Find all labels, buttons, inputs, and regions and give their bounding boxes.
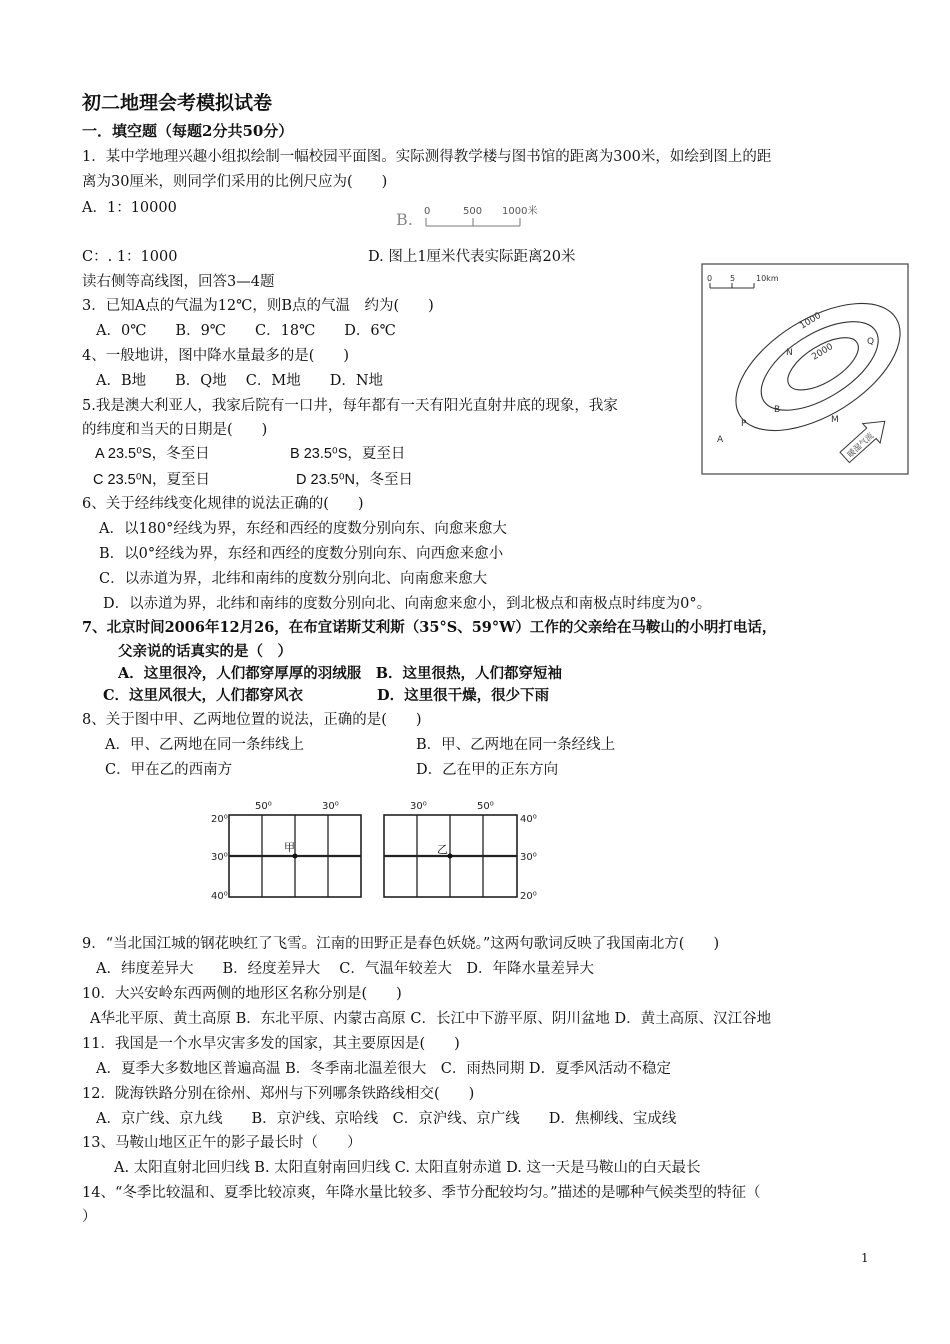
q7-option-c: C．这里风很大，人们都穿风衣 bbox=[103, 687, 304, 704]
map-scale-0: 0 bbox=[707, 274, 713, 283]
q5-stem-line2: 的纬度和当天的日期是( ) bbox=[82, 422, 268, 438]
q6-option-a: A．以180°经线为界，东经和西经的度数分别向东、向愈来愈大 bbox=[99, 521, 507, 537]
q8-option-b: B．甲、乙两地在同一条经线上 bbox=[416, 737, 616, 753]
right-lat-label-3: 20⁰ bbox=[520, 891, 537, 902]
page-number: 1 bbox=[861, 1251, 869, 1265]
scale-tick-1000: 1000米 bbox=[502, 206, 538, 217]
point-n: N bbox=[786, 348, 793, 358]
q8-option-d: D．乙在甲的正东方向 bbox=[416, 762, 559, 778]
q1-option-d: D. 图上1厘米代表实际距离20米 bbox=[368, 249, 576, 265]
q6-option-b: B．以0°经线为界，东经和西经的度数分别向东、向西愈来愈小 bbox=[99, 546, 504, 562]
q7-options-ab: A．这里很冷，人们都穿厚厚的羽绒服 B．这里很热，人们都穿短袖 bbox=[118, 665, 563, 682]
q6-option-d: D．以赤道为界，北纬和南纬的度数分别向北、向南愈来愈小，到北极点和南极点时纬度为0°。 bbox=[103, 596, 712, 612]
q4-stem: 4、一般地讲，图中降水量最多的是( ) bbox=[82, 348, 350, 364]
q7-option-d: D．这里很干燥，很少下雨 bbox=[377, 687, 550, 704]
q7-stem-line1: 7、北京时间2006年12月26，在布宜诺斯艾利斯（35°S、59°W）工作的父亲给在马鞍山的小明打电话， bbox=[82, 619, 777, 636]
point-a: A bbox=[717, 435, 724, 445]
q5-option-a: A 23.5⁰S，冬至日 bbox=[95, 446, 210, 462]
point-m: M bbox=[831, 415, 839, 425]
left-lon-label-1: 50⁰ bbox=[255, 801, 272, 812]
left-lat-label-2: 30⁰ bbox=[211, 852, 228, 863]
q14-stem-line1: 14、“冬季比较温和、夏季比较凉爽，年降水量比较多、季节分配较均匀。”描述的是哪种气候类型的特征（ bbox=[82, 1185, 761, 1201]
q10-stem: 10．大兴安岭东西两侧的地形区名称分别是( ) bbox=[82, 986, 402, 1002]
left-lon-label-2: 30⁰ bbox=[322, 801, 339, 812]
q1-option-b-label: B. bbox=[396, 210, 413, 229]
q6-option-c: C．以赤道为界，北纬和南纬的度数分别向北、向南愈来愈大 bbox=[99, 571, 488, 587]
grid-map-left bbox=[205, 795, 370, 910]
right-lon-label-1: 30⁰ bbox=[410, 801, 427, 812]
q8-stem: 8、关于图中甲、乙两地位置的说法，正确的是( ) bbox=[82, 712, 422, 728]
grid-map-right bbox=[380, 795, 550, 910]
q13-stem: 13、马鞍山地区正午的影子最长时（ ） bbox=[82, 1135, 362, 1151]
point-jia-marker bbox=[293, 854, 298, 859]
q5-stem-line1: 5.我是澳大利亚人，我家后院有一口井，每年都有一天有阳光直射井底的现象，我家 bbox=[82, 398, 618, 414]
q7-stem-line2: 父亲说的话真实的是（ ） bbox=[118, 643, 292, 660]
q5-option-c: C 23.5⁰N，夏至日 bbox=[93, 472, 211, 488]
right-lon-label-2: 50⁰ bbox=[477, 801, 494, 812]
q1-option-c: C：. 1：1000 bbox=[82, 249, 178, 265]
q11-options: A．夏季大多数地区普遍高温 B．冬季南北温差很大 C．雨热同期 D．夏季风活动不稳定 bbox=[96, 1061, 672, 1077]
map-scale-10km: 10km bbox=[756, 274, 779, 283]
q8-option-a: A．甲、乙两地在同一条纬线上 bbox=[105, 737, 304, 753]
read-note: 读右侧等高线图，回答3—4题 bbox=[82, 274, 275, 290]
right-lat-label-1: 40⁰ bbox=[520, 814, 537, 825]
arrow-label: 暖湿气流 bbox=[845, 431, 876, 460]
q1-stem-line2: 离为30厘米，则同学们采用的比例尺应为( ) bbox=[82, 174, 388, 190]
left-lat-label-3: 40⁰ bbox=[211, 891, 228, 902]
q13-options: A. 太阳直射北回归线 B. 太阳直射南回归线 C. 太阳直射赤道 D. 这一天是马鞍山的白天最长 bbox=[114, 1160, 701, 1176]
point-p: P bbox=[741, 419, 747, 429]
contour-map bbox=[700, 262, 912, 478]
scale-tick-500: 500 bbox=[463, 206, 483, 217]
q14-stem-line2: ） bbox=[82, 1209, 97, 1225]
scale-tick-0: 0 bbox=[424, 206, 431, 217]
q8-option-c: C．甲在乙的西南方 bbox=[105, 762, 233, 778]
left-lat-label-1: 20⁰ bbox=[211, 814, 228, 825]
point-yi-label: 乙 bbox=[437, 843, 448, 856]
point-b: B bbox=[774, 405, 781, 415]
q5-option-d: D 23.5⁰N，冬至日 bbox=[296, 472, 414, 488]
q12-options: A．京广线、京九线 B．京沪线、京哈线 C．京沪线、京广线 D．焦柳线、宝成线 bbox=[96, 1111, 677, 1127]
contour-label-2000: 2000 bbox=[810, 341, 836, 363]
point-jia-label: 甲 bbox=[284, 841, 295, 854]
right-lat-label-2: 30⁰ bbox=[520, 852, 537, 863]
q3-stem: 3．已知A点的气温为12℃，则B点的气温 约为( ) bbox=[82, 298, 434, 314]
map-scale-5: 5 bbox=[730, 274, 736, 283]
q1-scale-bar bbox=[410, 198, 550, 234]
q11-stem: 11．我国是一个水旱灾害多发的国家，其主要原因是( ) bbox=[82, 1036, 460, 1052]
q4-options: A．B地 B．Q地 C．M地 D．N地 bbox=[96, 373, 384, 389]
section-heading: 一．填空题（每题2分共50分） bbox=[82, 122, 294, 140]
contour-label-1000: 1000 bbox=[798, 310, 824, 332]
point-yi-marker bbox=[448, 854, 453, 859]
q6-stem: 6、关于经纬线变化规律的说法正确的( ) bbox=[82, 496, 364, 512]
point-q: Q bbox=[867, 337, 875, 347]
q9-stem: 9．“当北国江城的钢花映红了飞雪。江南的田野正是春色妖娆。”这两句歌词反映了我国南北方( ) bbox=[82, 936, 720, 952]
q1-option-a: A．1：10000 bbox=[82, 200, 177, 216]
q12-stem: 12．陇海铁路分别在徐州、郑州与下列哪条铁路线相交( ) bbox=[82, 1086, 475, 1102]
q9-options: A．纬度差异大 B．经度差异大 C．气温年较差大 D．年降水量差异大 bbox=[96, 961, 594, 977]
q3-options: A．0℃ B．9℃ C．18℃ D．6℃ bbox=[96, 323, 396, 339]
q5-option-b: B 23.5⁰S，夏至日 bbox=[290, 446, 406, 462]
q1-stem-line1: 1．某中学地理兴趣小组拟绘制一幅校园平面图。实际测得教学楼与图书馆的距离为300米，如绘到图上的距 bbox=[82, 149, 772, 165]
page-title: 初二地理会考模拟试卷 bbox=[82, 92, 273, 114]
q10-options: A华北平原、黄土高原 B．东北平原、内蒙古高原 C．长江中下游平原、阴川盆地 D．黄土高原、汉江谷地 bbox=[90, 1011, 772, 1027]
